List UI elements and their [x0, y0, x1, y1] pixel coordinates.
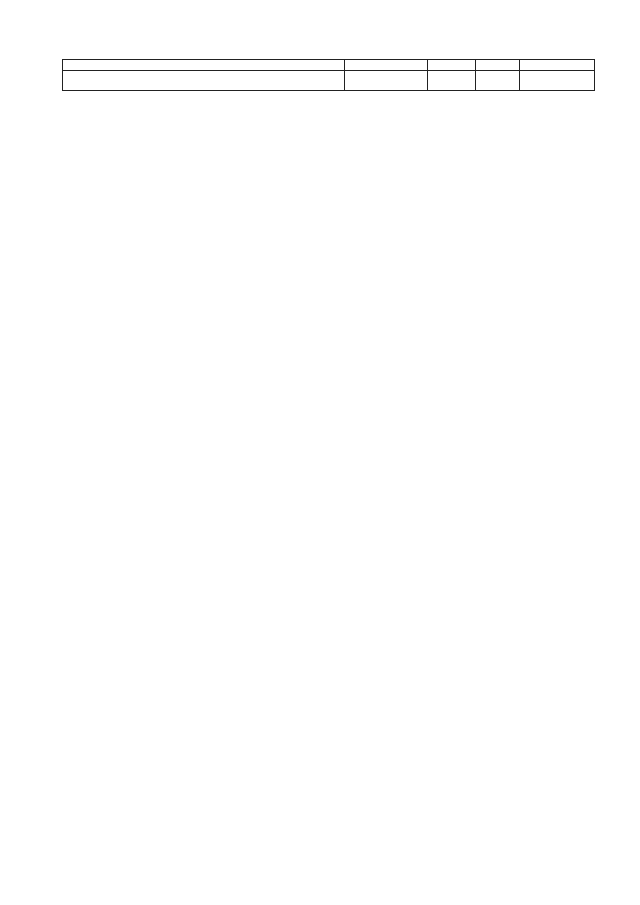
- cell-rzpr: [476, 71, 520, 91]
- header-kcsr: [345, 60, 428, 71]
- cell-kcsr: [345, 71, 428, 91]
- header-name: [63, 60, 345, 71]
- cell-kvr: [428, 71, 476, 91]
- header-rzpr: [476, 60, 520, 71]
- table-row: [63, 71, 595, 91]
- header-kvr: [428, 60, 476, 71]
- header-sum: [520, 60, 595, 71]
- cell-sum: [520, 71, 595, 91]
- table-header-row: [63, 60, 595, 71]
- cell-name: [63, 71, 345, 91]
- budget-table: [62, 59, 595, 91]
